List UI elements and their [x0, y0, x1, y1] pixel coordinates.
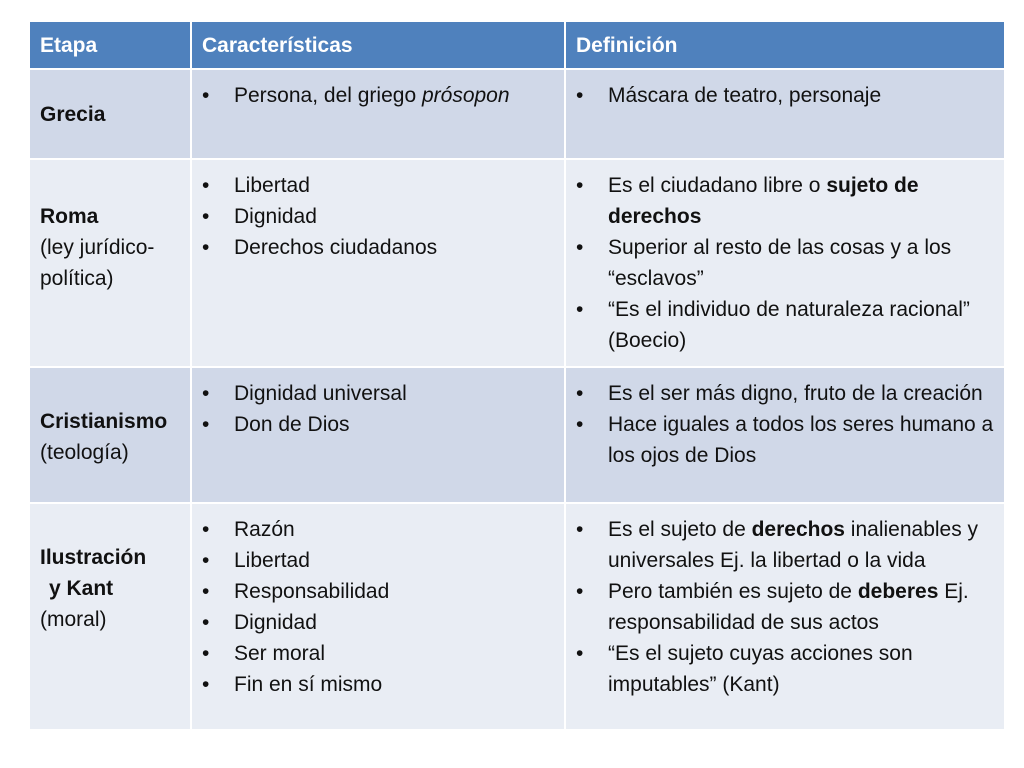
etapa-cell: [29, 159, 191, 367]
bullet-icon: •: [202, 518, 210, 541]
list-item: • Derechos ciudadanos: [202, 232, 554, 263]
bullet-icon: •: [576, 518, 584, 541]
table-row-roma: [29, 159, 1005, 367]
list-item: • Pero también es sujeto de deberes Ej. responsabilidad de sus actos: [576, 576, 994, 638]
table-row-grecia: [29, 69, 1005, 159]
etapa-name: Cristianismo: [40, 410, 168, 433]
definicion-list: [576, 80, 994, 111]
definicion-cell: [565, 503, 1005, 730]
definicion-cell: [565, 367, 1005, 503]
caracteristicas-cell: [191, 69, 565, 159]
header-caracteristicas: Características: [191, 21, 565, 69]
list-item: • Máscara de teatro, personaje: [576, 80, 994, 111]
table-row-ilustracion: [29, 503, 1005, 730]
caracteristicas-list: [202, 170, 554, 263]
bullet-icon: •: [576, 84, 584, 107]
etapa-sub: (moral): [40, 608, 107, 631]
bullet-icon: •: [576, 413, 584, 436]
list-item: • Responsabilidad: [202, 576, 554, 607]
caracteristicas-cell: [191, 367, 565, 503]
list-item: • Dignidad: [202, 607, 554, 638]
caracteristicas-cell: [191, 159, 565, 367]
list-item: • Libertad: [202, 545, 554, 576]
list-item: • Dignidad: [202, 201, 554, 232]
header-definicion: Definición: [565, 21, 1005, 69]
etapa-cell: [29, 69, 191, 159]
list-item: • Fin en sí mismo: [202, 669, 554, 700]
caracteristicas-list: [202, 378, 554, 440]
bullet-icon: •: [576, 642, 584, 665]
bullet-icon: •: [202, 673, 210, 696]
etapa-sub: (ley jurídico-política): [40, 236, 155, 290]
list-item: • Hace iguales a todos los seres humano a los ojos de Dios: [576, 409, 994, 471]
bullet-icon: •: [576, 174, 584, 197]
bullet-icon: •: [202, 580, 210, 603]
table-row-cristianismo: [29, 367, 1005, 503]
definicion-list: [576, 170, 994, 356]
list-item: • Ser moral: [202, 638, 554, 669]
list-item: • Es el sujeto de derechos inalienables y universales Ej. la libertad o la vida: [576, 514, 994, 576]
etapa-sub: (teología): [40, 441, 129, 464]
header-etapa: Etapa: [29, 21, 191, 69]
etapa-cell: [29, 503, 191, 730]
list-item: • Es el ciudadano libre o sujeto de derechos: [576, 170, 994, 232]
etapa-name: Ilustración: [40, 546, 147, 569]
bullet-icon: •: [202, 84, 210, 107]
list-item: • Dignidad universal: [202, 378, 554, 409]
comparison-table: [28, 20, 1006, 731]
bullet-icon: •: [202, 236, 210, 259]
bullet-icon: •: [202, 549, 210, 572]
etapa-cell: [29, 367, 191, 503]
list-item: • Razón: [202, 514, 554, 545]
list-item: • Es el ser más digno, fruto de la creación: [576, 378, 994, 409]
etapa-name: Grecia: [40, 102, 106, 126]
caracteristicas-list: [202, 514, 554, 700]
definicion-cell: [565, 159, 1005, 367]
etapa-name: Roma: [40, 205, 99, 228]
list-item: • Libertad: [202, 170, 554, 201]
header-row: [29, 21, 1005, 69]
caracteristicas-list: [202, 80, 554, 111]
bullet-icon: •: [202, 611, 210, 634]
list-item: • “Es el sujeto cuyas acciones son imputables” (Kant): [576, 638, 994, 700]
list-item: • Persona, del griego prósopon: [202, 80, 554, 111]
definicion-list: [576, 378, 994, 471]
list-item: • Don de Dios: [202, 409, 554, 440]
list-item: • “Es el individuo de naturaleza racional” (Boecio): [576, 294, 994, 356]
bullet-icon: •: [576, 236, 584, 259]
etapa-name-2: y Kant: [49, 577, 114, 600]
bullet-icon: •: [202, 382, 210, 405]
bullet-icon: •: [202, 174, 210, 197]
definicion-cell: [565, 69, 1005, 159]
bullet-icon: •: [202, 205, 210, 228]
bullet-icon: •: [576, 382, 584, 405]
bullet-icon: •: [576, 298, 584, 321]
bullet-icon: •: [576, 580, 584, 603]
bullet-icon: •: [202, 642, 210, 665]
definicion-list: [576, 514, 994, 700]
list-item: • Superior al resto de las cosas y a los “esclavos”: [576, 232, 994, 294]
bullet-icon: •: [202, 413, 210, 436]
caracteristicas-cell: [191, 503, 565, 730]
